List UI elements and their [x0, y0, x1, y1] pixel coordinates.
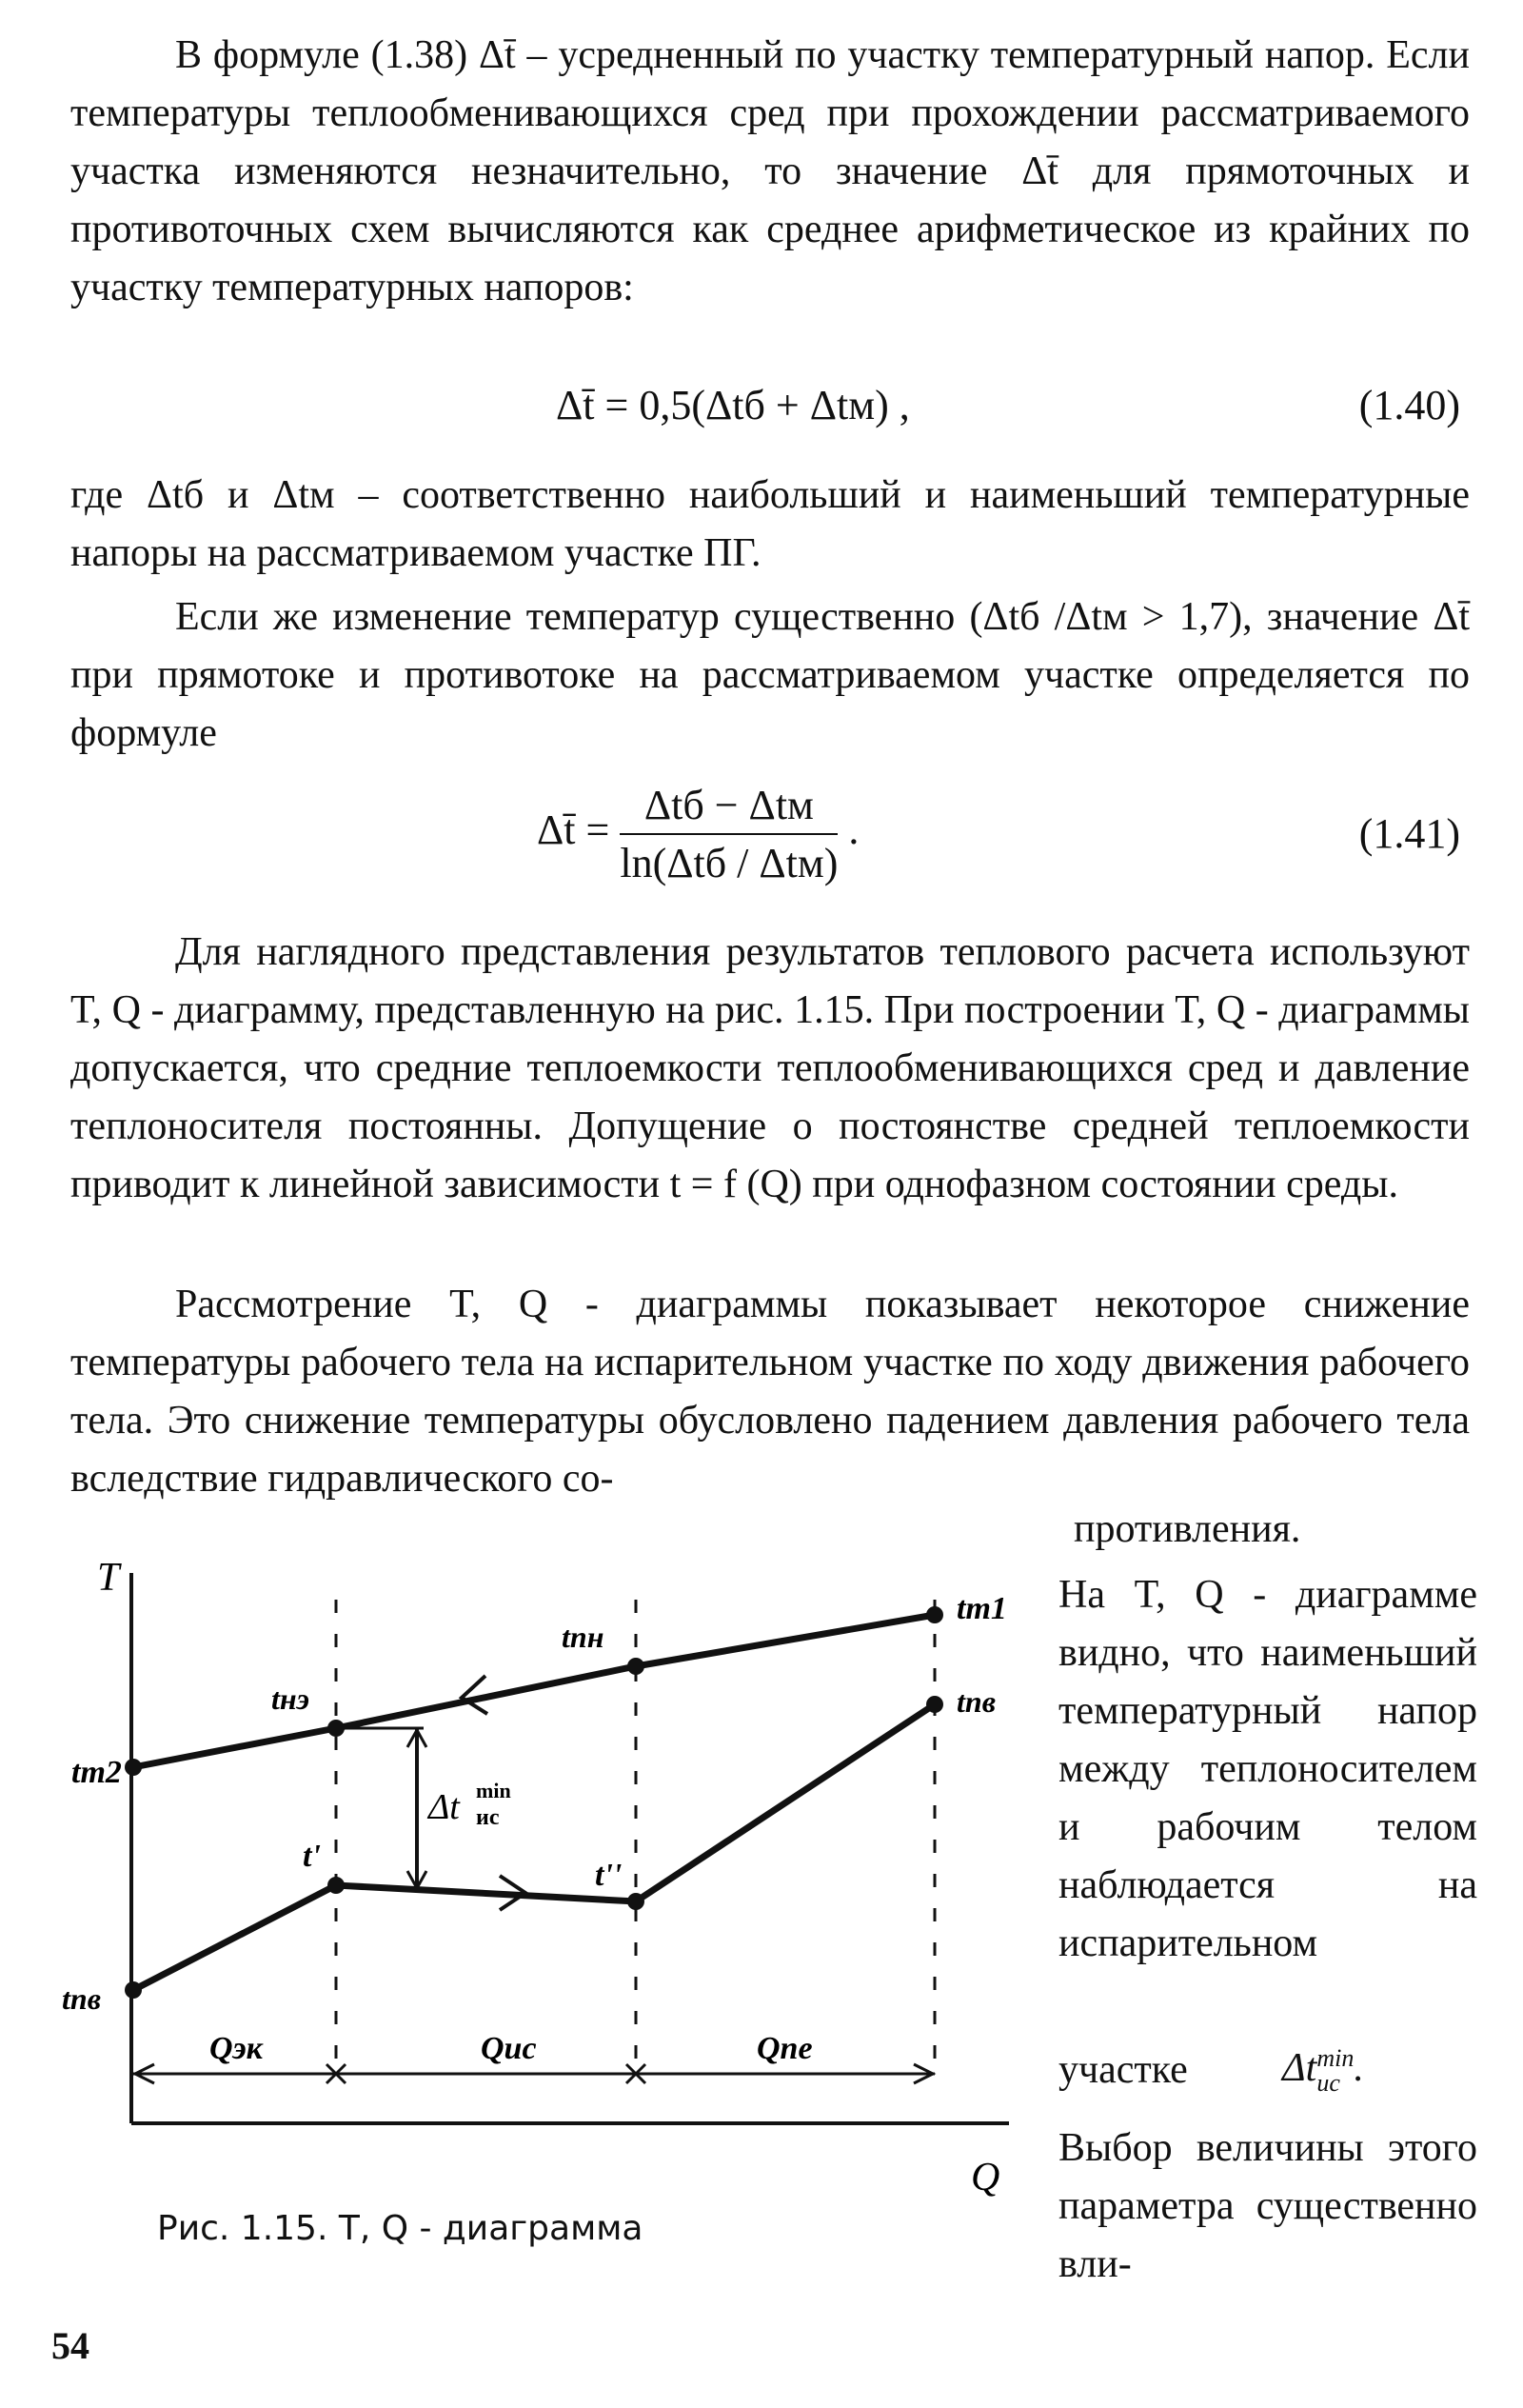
label-q2: Qис [481, 2031, 537, 2066]
label-tt1: tт1 [957, 1591, 1007, 1626]
paragraph-5: Рассмотрение T, Q - диаграммы показывает некоторое снижение температуры рабочего тела на испарительном участке по ходу движения рабочего тела. Это снижение температуры обусловлено падением давления рабочего тела вследствие гидравлического со- [70, 1283, 1470, 1501]
node-tpv [926, 1696, 943, 1713]
label-tpn: tпн [562, 1620, 604, 1654]
side-text-end: . [1354, 2046, 1364, 2090]
hyphen-continuation: противления. [1074, 1507, 1301, 1551]
side-text-sup: min [1316, 2044, 1355, 2073]
formula-1-41-number: (1.41) [1358, 810, 1460, 857]
paragraph-3: Если же изменение температур существенно (Δtб /Δtм > 1,7), значение Δt̄ при прямотоке и противотоке на рассматриваемом участке определяется по формуле [70, 595, 1470, 755]
formula-1-41-fraction [620, 781, 838, 887]
label-t2: t'' [595, 1858, 623, 1893]
tq-diagram [57, 1562, 1019, 2209]
node-tt1 [926, 1606, 943, 1623]
formula-1-41-dot: . [848, 806, 860, 854]
heat-carrier-line [133, 1615, 935, 1767]
axis-label-t: T [97, 1562, 120, 1600]
formula-1-40 [70, 381, 1470, 448]
label-q3: Qпе [757, 2031, 813, 2066]
label-tt2: tт2 [71, 1755, 122, 1790]
label-dt-min: Δt [428, 1787, 460, 1827]
node-tpv-low [125, 1981, 142, 1999]
node-t2 [627, 1893, 644, 1910]
paragraph-1: В формуле (1.38) Δt̄ – усредненный по участку температурный напор. Если температуры теплообменивающихся сред при прохождении рассматриваемого участка изменяются незначительно, то значение Δt̄ для прямоточных и противоточных схем вычисляются как среднее арифметическое из крайних по участку температурных напоров: [70, 33, 1470, 309]
page-number: 54 [51, 2324, 89, 2367]
side-text-symbol: Δt [1282, 2046, 1317, 2090]
formula-1-40-number: (1.40) [1358, 382, 1460, 428]
side-text-sub: ис [1316, 2069, 1340, 2098]
figure-caption: Рис. 1.15. T, Q - диаграмма [157, 2209, 643, 2248]
formula-1-40-expression: Δt̄ = 0,5(Δtб + Δtм) , [556, 382, 910, 428]
label-tpv-top: tпв [957, 1684, 996, 1719]
side-text-formula-line [1058, 2044, 1477, 2114]
node-tpn [627, 1658, 644, 1675]
label-t1: t' [303, 1839, 321, 1874]
label-tpv-bottom: tпв [62, 1981, 101, 2016]
node-t1 [327, 1877, 345, 1894]
label-dt-min-sub: ис [476, 1805, 500, 1830]
label-tnz: tнэ [271, 1682, 309, 1716]
side-text-body: На T, Q - диаграмме видно, что наименьший температурный напор между теплоносителем и рабочим телом наблюдается на испарительном [1058, 1573, 1477, 1965]
side-text-word: участке [1058, 2048, 1188, 2092]
label-q1: Qэк [209, 2031, 263, 2066]
formula-1-41-denominator: ln(Δtб / Δtм) [620, 840, 839, 886]
formula-1-41-lhs: Δt̄ = [537, 806, 610, 854]
paragraph-4: Для наглядного представления результатов теплового расчета используют T, Q - диаграмму, представленную на рис. 1.15. При построении T, Q - диаграммы допускается, что средние теплоемкости теплообменивающихся сред и давление теплоносителя постоянны. Допущение о постоянстве средней теплоемкости приводит к линейной зависимости t = f (Q) при однофазном состоянии среды. [70, 930, 1470, 1206]
label-dt-min-sup: min [476, 1779, 511, 1802]
side-text-after: Выбор величины этого параметра существенно вли- [1058, 2126, 1477, 2286]
formula-1-41-numerator: Δtб − Δtм [620, 781, 838, 835]
paragraph-2: где Δtб и Δtм – соответственно наибольший и наименьший температурные напоры на рассматриваемом участке ПГ. [70, 473, 1470, 575]
axis-label-q: Q [971, 2156, 1000, 2199]
node-tt2 [125, 1759, 142, 1776]
formula-1-41 [70, 781, 1470, 905]
